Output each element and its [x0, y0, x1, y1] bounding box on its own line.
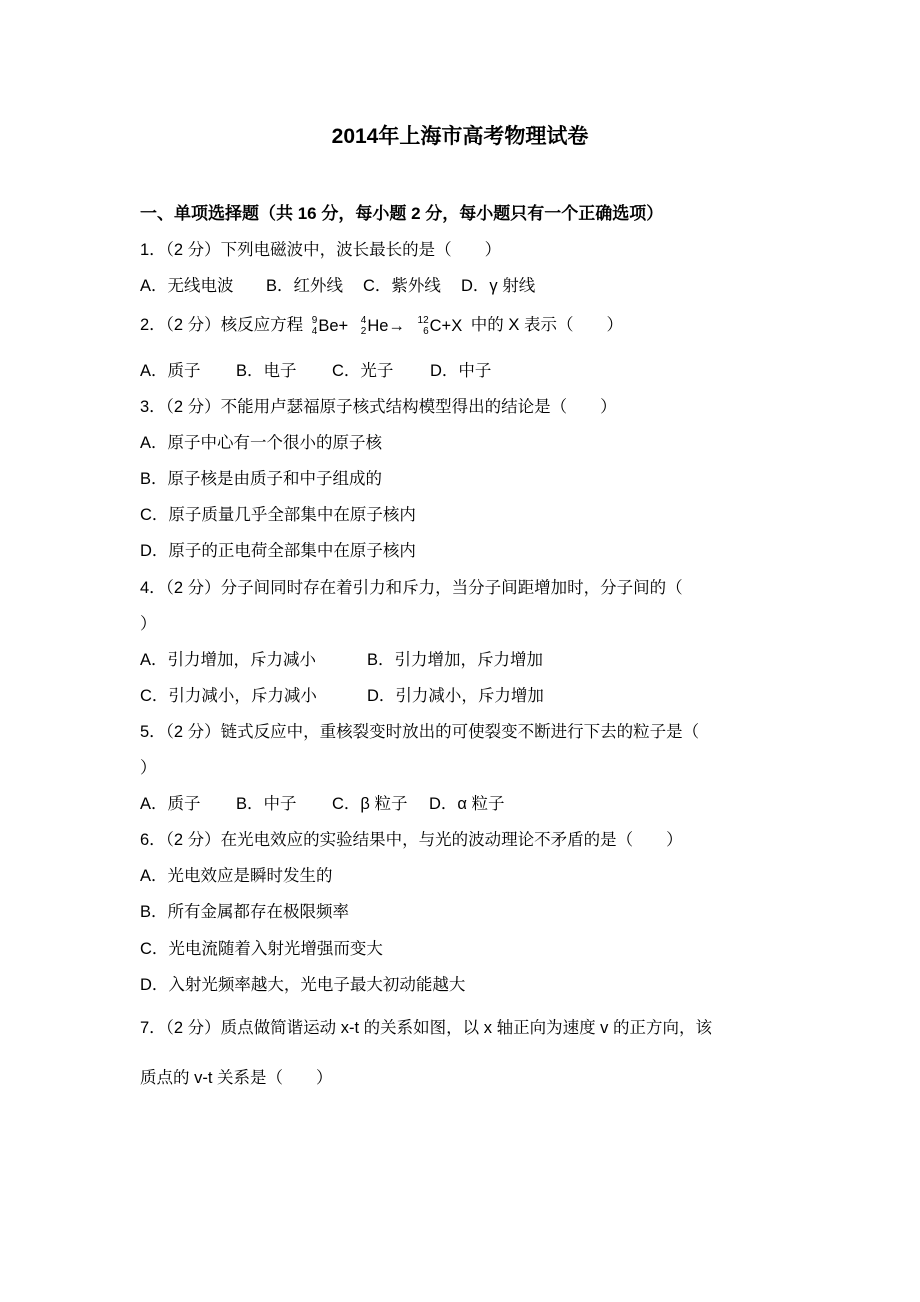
q3-stem: 3．（2 分）不能用卢瑟福原子核式结构模型得出的结论是（ ） — [140, 398, 617, 416]
q2-options — [140, 359, 491, 383]
q4-options-row2 — [140, 684, 544, 708]
he-charge: 2 — [360, 325, 367, 337]
q5-options — [140, 792, 505, 816]
q2-option-c: C．光子 — [332, 362, 394, 380]
q4-option-b: B．引力增加，斥力增加 — [367, 651, 544, 669]
q5-option-a: A．质子 — [140, 795, 201, 813]
q4-stem: 4．（2 分）分子间同时存在着引力和斥力，当分子间距增加时，分子间的（ — [140, 579, 683, 597]
q4-option-a: A．引力增加，斥力减小 — [140, 651, 317, 669]
q4-options-row1 — [140, 648, 543, 672]
q5-option-c: C．β 粒子 — [332, 795, 408, 813]
q2-prefix: 2．（2 分）核反应方程 — [140, 316, 304, 334]
q1-option-b: B．红外线 — [266, 277, 344, 295]
nuclide-be — [312, 312, 348, 340]
q6-option-c: C．光电流随着入射光增强而变大 — [140, 940, 383, 958]
be-symbol: Be+ — [318, 316, 349, 335]
q2-option-a: A．质子 — [140, 362, 201, 380]
q4-option-d: D．引力减小，斥力增加 — [367, 687, 544, 705]
nuclide-c — [418, 312, 463, 340]
q5-option-d: D．α 粒子 — [429, 795, 505, 813]
page-title: 2014年上海市高考物理试卷 — [331, 125, 589, 148]
q1-options — [140, 274, 535, 298]
q3-option-c: C．原子质量几乎全部集中在原子核内 — [140, 506, 416, 524]
q6-stem: 6．（2 分）在光电效应的实验结果中，与光的波动理论不矛盾的是（ ） — [140, 831, 683, 849]
q5-stem-cont: ） — [140, 759, 157, 777]
q2-option-b: B．电子 — [236, 362, 297, 380]
q3-option-b: B．原子核是由质子和中子组成的 — [140, 470, 383, 488]
q6-option-a: A．光电效应是瞬时发生的 — [140, 867, 333, 885]
nuclide-he — [361, 312, 405, 340]
q2-option-d: D．中子 — [430, 362, 492, 380]
q7-stem-cont: 质点的 v-t 关系是（ ） — [140, 1069, 333, 1087]
q3-option-d: D．原子的正电荷全部集中在原子核内 — [140, 542, 416, 560]
be-mass: 9 — [311, 314, 318, 326]
q1-option-a: A．无线电波 — [140, 277, 234, 295]
section-heading: 一、单项选择题（共 16 分，每小题 2 分，每小题只有一个正确选项） — [140, 204, 664, 223]
q4-stem-cont: ） — [140, 615, 157, 633]
c-mass: 12 — [417, 314, 429, 326]
q3-option-a: A．原子中心有一个很小的原子核 — [140, 434, 383, 452]
q6-option-b: B．所有金属都存在极限频率 — [140, 903, 350, 921]
c-symbol: C+X — [429, 316, 463, 335]
q5-option-b: B．中子 — [236, 795, 297, 813]
q2-stem — [140, 311, 623, 340]
he-mass: 4 — [360, 314, 367, 326]
he-symbol: He→ — [367, 316, 405, 335]
q2-suffix: 中的 X 表示（ ） — [470, 316, 623, 334]
q1-stem: 1．（2 分）下列电磁波中，波长最长的是（ ） — [140, 241, 502, 259]
q1-option-d: D．γ 射线 — [461, 277, 536, 295]
q1-option-c: C．紫外线 — [363, 277, 441, 295]
q5-stem: 5．（2 分）链式反应中，重核裂变时放出的可使裂变不断进行下去的粒子是（ — [140, 723, 700, 741]
c-charge: 6 — [423, 325, 429, 337]
be-charge: 4 — [311, 325, 318, 337]
q4-option-c: C．引力减小，斥力减小 — [140, 687, 317, 705]
q6-option-d: D．入射光频率越大，光电子最大初动能越大 — [140, 976, 466, 994]
q7-stem: 7．（2 分）质点做简谐运动 x-t 的关系如图，以 x 轴正向为速度 v 的正方向，该 — [140, 1019, 713, 1037]
